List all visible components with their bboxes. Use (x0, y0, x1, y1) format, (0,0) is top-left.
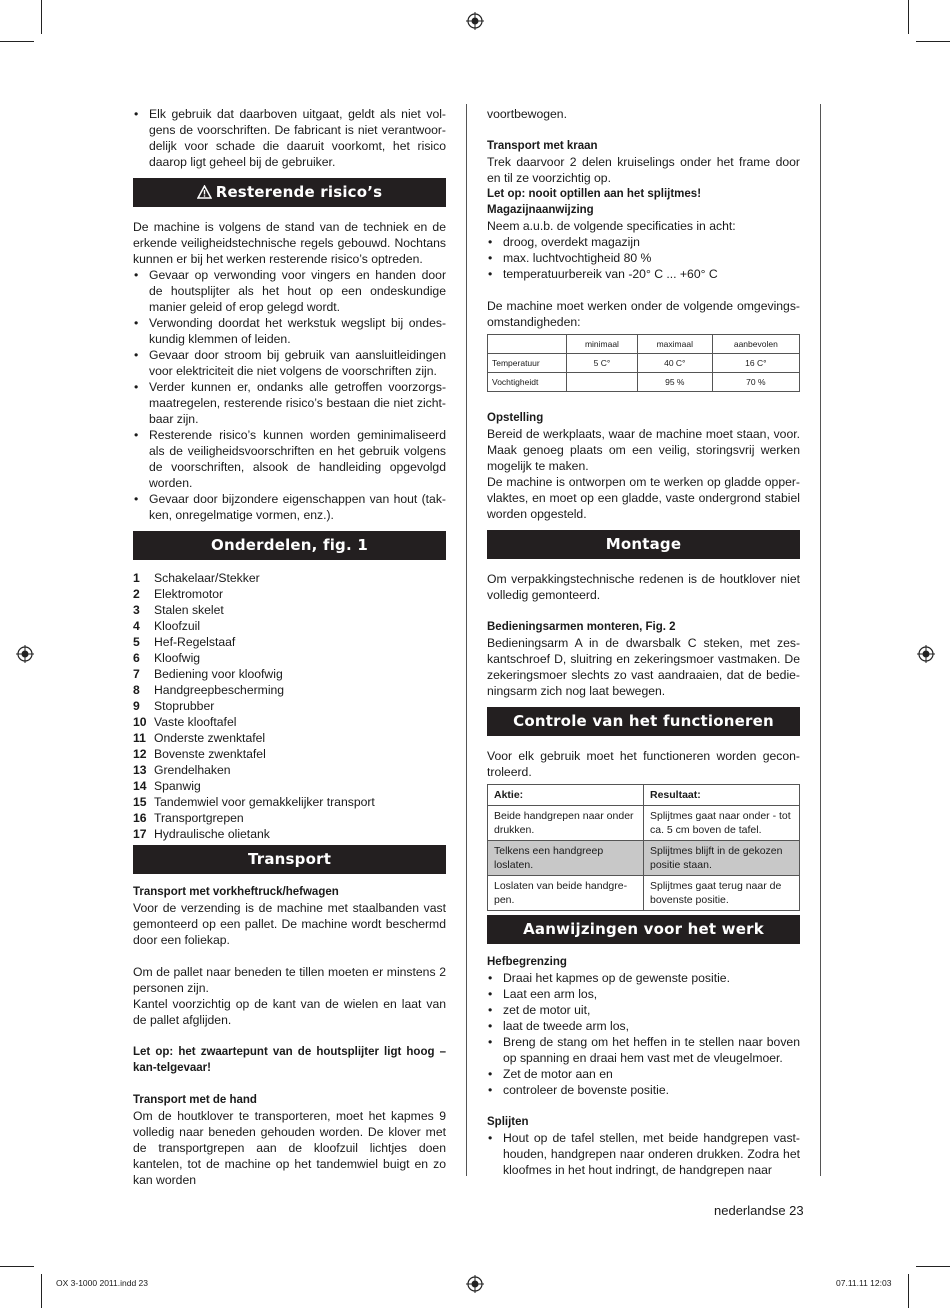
parts-item (133, 682, 446, 698)
table-row (488, 806, 800, 841)
section-header-transport (133, 845, 446, 874)
list-item: • Verder kunnen er, ondanks alle getroffen voorzorgs-maatregelen, resterende risico’s bestaan die niet zicht-baar zijn. (133, 379, 446, 427)
function-check-table (487, 784, 800, 911)
part-number: 15 (133, 795, 147, 809)
subheading: Bedieningsarmen monteren, Fig. 2 (487, 621, 676, 633)
environment-table (487, 334, 800, 392)
parts-item (133, 618, 446, 634)
part-label: Tandemwiel voor gemakkelijker transport (154, 795, 375, 809)
slug-file: OX 3-1000 2011.indd 23 (56, 1278, 148, 1288)
table-header-cell: maximaal (637, 335, 712, 354)
part-label: Kloofzuil (154, 619, 201, 633)
table-cell: Telkens een handgreep loslaten. (488, 841, 644, 876)
risks-intro: De machine is volgens de stand van de techniek en de erkende veiligheidstechnische regels gebouwd. Nochtans kunnen er bij het werken resterende risico’s optreden. (133, 220, 446, 266)
page-number: nederlandse 23 (714, 1203, 804, 1218)
table-cell (567, 373, 638, 392)
table-cell: 95 % (637, 373, 712, 392)
list-item: • Zet de motor aan en (487, 1066, 800, 1082)
list-item: • Gevaar door stroom bij gebruik van aansluitleidingen voor elektriciteit die niet volgens de voorschriften zijn. (133, 347, 446, 379)
table-cell: Beide handgrepen naar onder drukken. (488, 806, 644, 841)
part-label: Kloofwig (154, 651, 201, 665)
parts-list (133, 570, 446, 842)
part-number: 16 (133, 811, 147, 825)
part-number: 12 (133, 747, 147, 761)
section-header-parts (133, 531, 446, 560)
table-header-cell: minimaal (567, 335, 638, 354)
table-header-cell: Resultaat: (644, 785, 800, 806)
part-number: 6 (133, 651, 140, 665)
section-header-work (487, 915, 800, 944)
list-item: • Resterende risico’s kunnen worden geminimaliseerd als de veiligheidsvoorschriften en het gebruik volgens de voorschriften, alsook de handleiding opgevolgd worden. (133, 427, 446, 491)
parts-item (133, 602, 446, 618)
paragraph: Voor de verzending is de machine met staalbanden vast gemonteerd op een pallet. De machine wordt beschermd door een foliekap. (133, 901, 446, 947)
parts-item (133, 746, 446, 762)
slug-date: 07.11.11 12:03 (836, 1278, 892, 1288)
part-number: 13 (133, 763, 147, 777)
part-number: 8 (133, 683, 140, 697)
table-cell: Splijtmes gaat naar onder - tot ca. 5 cm boven de tafel. (644, 806, 800, 841)
warning-text: Let op: het zwaartepunt van de houtsplijter ligt hoog – kan-telgevaar! (133, 1046, 446, 1074)
part-label: Handgreepbescherming (154, 683, 285, 697)
part-label: Spanwig (154, 779, 201, 793)
registration-mark-icon (16, 645, 34, 663)
paragraph: voortbewogen. (487, 107, 567, 121)
paragraph: De machine moet werken onder de volgende omgevings-omstandigheden: (487, 299, 800, 329)
parts-item (133, 762, 446, 778)
subheading: Hefbegrenzing (487, 956, 567, 968)
part-label: Vaste klooftafel (154, 715, 237, 729)
table-cell: 70 % (712, 373, 799, 392)
table-cell: Loslaten van beide handgre-pen. (488, 876, 644, 911)
lift-list (487, 970, 800, 1098)
column-rule (466, 104, 467, 1176)
section-title: Transport (247, 850, 332, 868)
right-column (487, 106, 800, 1178)
list-item: • Breng de stang om het heffen in te stellen naar boven op spanning en draai hem vast met de vleugelmoer. (487, 1034, 800, 1066)
paragraph: Neem a.u.b. de volgende specificaties in acht: (487, 219, 736, 233)
list-item: • Gevaar door bijzondere eigenschappen van hout (tak-ken, onregelmatige vormen, enz.). (133, 491, 446, 523)
table-cell: Vochtigheidt (488, 373, 567, 392)
parts-item (133, 730, 446, 746)
crop-mark (41, 0, 42, 34)
list-item: • Gevaar op verwonding voor vingers en handen door de houtsplijter als het hout op een ondeskundige manier geleid of erop gelegd wordt. (133, 267, 446, 315)
warning-icon (197, 185, 212, 199)
parts-item (133, 570, 446, 586)
table-header-cell: aanbevolen (712, 335, 799, 354)
list-item: • Elk gebruik dat daarboven uitgaat, geldt als niet vol-gens de voorschriften. De fabricant is niet verantwoor-delijk voor schade die daaruit voorkomt, het risico daarop ligt geheel bij de gebruiker. (133, 106, 446, 170)
crop-mark (0, 1266, 34, 1267)
table-cell: Temperatuur (488, 354, 567, 373)
paragraph: Om verpakkingstechnische redenen is de houtklover niet volledig gemonteerd. (487, 572, 800, 602)
part-number: 9 (133, 699, 140, 713)
subheading: Transport met vorkheftruck/hefwagen (133, 886, 339, 898)
table-row (488, 335, 800, 354)
registration-mark-icon (466, 1275, 484, 1293)
table-cell: 16 C° (712, 354, 799, 373)
left-column (133, 106, 446, 1188)
crop-mark (908, 0, 909, 34)
section-title: Controle van het functioneren (513, 712, 774, 730)
parts-item (133, 778, 446, 794)
paragraph: Bedieningsarm A in de dwarsbalk C steken, met zes-kantschroef D, sluitring en zekeringsmoer vastmaken. De zekeringsmoer slechts zo vast aandraaien, dat de bedie-ningsarm zich nog laat bewegen. (487, 636, 800, 698)
table-row (488, 841, 800, 876)
section-header-control (487, 707, 800, 736)
parts-item (133, 698, 446, 714)
part-label: Stalen skelet (154, 603, 224, 617)
parts-item (133, 810, 446, 826)
crop-mark (916, 41, 950, 42)
part-number: 4 (133, 619, 140, 633)
section-title: Resterende risico’s (215, 183, 383, 201)
intro-bullets (133, 106, 446, 170)
part-label: Bediening voor kloofwig (154, 667, 283, 681)
parts-item (133, 666, 446, 682)
part-label: Hydraulische olietank (154, 827, 270, 841)
list-item: • temperatuurbereik van -20° C ... +60° C (487, 266, 800, 282)
subheading: Opstelling (487, 412, 544, 424)
section-title: Montage (605, 535, 682, 553)
part-number: 3 (133, 603, 140, 617)
risks-list (133, 267, 446, 523)
part-number: 11 (133, 731, 146, 745)
crop-mark (0, 41, 34, 42)
storage-list (487, 234, 800, 282)
paragraph: Voor elk gebruik moet het functioneren worden gecon-troleerd. (487, 749, 800, 779)
crop-mark (908, 1274, 909, 1308)
column-rule (820, 104, 821, 1176)
part-number: 2 (133, 587, 140, 601)
part-number: 14 (133, 779, 147, 793)
list-item: • Hout op de tafel stellen, met beide handgrepen vast-houden, handgrepen naar onderen drukken. Zodra het kloofmes in het hout indringt, de handgrepen naar (487, 1130, 800, 1178)
part-number: 17 (133, 827, 147, 841)
part-label: Elektromotor (154, 587, 224, 601)
section-header-risks (133, 178, 446, 207)
list-item: • controleer de bovenste positie. (487, 1082, 800, 1098)
subheading: Transport met de hand (133, 1094, 257, 1106)
table-header-cell: Aktie: (488, 785, 644, 806)
subheading: Splijten (487, 1116, 529, 1128)
parts-item (133, 794, 446, 810)
table-cell: 5 C° (567, 354, 638, 373)
part-number: 7 (133, 667, 140, 681)
part-number: 1 (133, 571, 140, 585)
parts-item (133, 826, 446, 842)
table-cell: Splijtmes blijft in de gekozen positie staan. (644, 841, 800, 876)
part-label: Hef-Regelstaaf (154, 635, 236, 649)
table-row (488, 785, 800, 806)
paragraph: Bereid de werkplaats, waar de machine moet staan, voor. Maak genoeg plaats om een veilig, storingsvrij werken mogelijk te maken. (487, 427, 800, 473)
paragraph: Om de houtklover te transporteren, moet het kapmes 9 volledig naar beneden gehouden worden. De klover met de transportgrepen aan de kloofzuil lichtjes doen kantelen, tot de machine op het tandemwiel buigt en zo kan worden (133, 1109, 446, 1187)
list-item: • Draai het kapmes op de gewenste positie. (487, 970, 800, 986)
table-row (488, 354, 800, 373)
registration-mark-icon (917, 645, 935, 663)
list-item: • laat de tweede arm los, (487, 1018, 800, 1034)
section-title: Aanwijzingen voor het werk (523, 920, 764, 938)
parts-item (133, 586, 446, 602)
table-row (488, 373, 800, 392)
list-item: • max. luchtvochtigheid 80 % (487, 250, 800, 266)
table-cell (488, 335, 567, 354)
part-label: Onderste zwenktafel (154, 731, 266, 745)
section-title: Onderdelen, fig. 1 (211, 536, 368, 554)
part-label: Grendelhaken (154, 763, 231, 777)
part-label: Schakelaar/Stekker (154, 571, 260, 585)
paragraph: Om de pallet naar beneden te tillen moeten er minstens 2 personen zijn. (133, 965, 446, 995)
part-number: 5 (133, 635, 140, 649)
table-cell: 40 C° (637, 354, 712, 373)
list-item: • zet de motor uit, (487, 1002, 800, 1018)
part-label: Bovenste zwenktafel (154, 747, 266, 761)
crop-mark (41, 1274, 42, 1308)
subheading: Transport met kraan (487, 140, 598, 152)
parts-item (133, 714, 446, 730)
warning-text: Let op: nooit optillen aan het splijtmes! (487, 188, 702, 200)
table-cell: Splijtmes gaat terug naar de bovenste positie. (644, 876, 800, 911)
parts-item (133, 634, 446, 650)
part-label: Transportgrepen (154, 811, 244, 825)
registration-mark-icon (466, 12, 484, 30)
paragraph: Trek daarvoor 2 delen kruiselings onder het frame door en til ze voorzichtig op. (487, 155, 800, 185)
part-label: Stoprubber (154, 699, 215, 713)
subheading: Magazijnaanwijzing (487, 204, 594, 216)
part-number: 10 (133, 715, 147, 729)
list-item: • Verwonding doordat het werkstuk wegslipt bij ondes-kundig klemmen of leiden. (133, 315, 446, 347)
parts-item (133, 650, 446, 666)
crop-mark (916, 1266, 950, 1267)
list-item: • droog, overdekt magazijn (487, 234, 800, 250)
list-item: • Laat een arm los, (487, 986, 800, 1002)
paragraph: De machine is ontworpen om te werken op gladde opper-vlaktes, en moet op een gladde, vaste ondergrond stabiel worden opgesteld. (487, 475, 800, 521)
section-header-montage (487, 530, 800, 559)
paragraph: Kantel voorzichtig op de kant van de wielen en laat van de pallet afglijden. (133, 997, 446, 1027)
split-list (487, 1130, 800, 1178)
table-row (488, 876, 800, 911)
